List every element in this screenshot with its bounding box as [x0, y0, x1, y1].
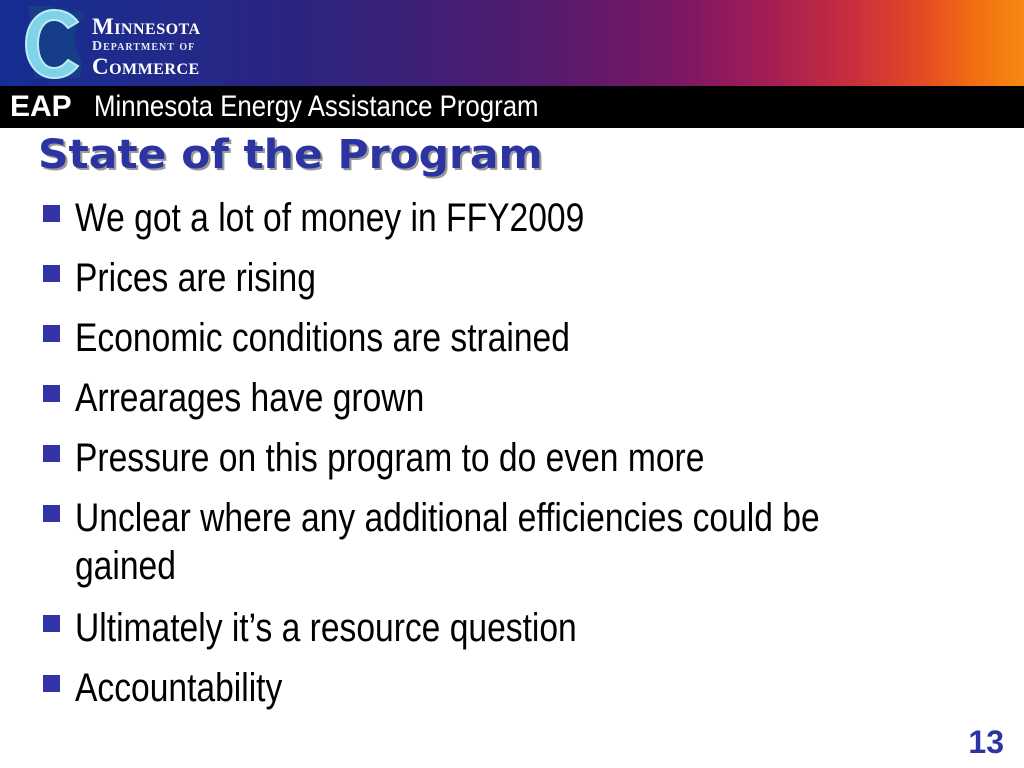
logo-text-commerce: Commerce: [92, 54, 200, 79]
bullet-item: [40, 434, 910, 482]
bullet-item: [40, 374, 910, 422]
bullet-item: [40, 314, 910, 362]
square-bullet-icon: [43, 265, 60, 282]
bullet-item: [40, 664, 910, 712]
program-abbrev: EAP: [10, 90, 72, 123]
bullet-item: [40, 254, 910, 302]
logo-text-minnesota: Minnesota: [92, 14, 201, 39]
square-bullet-icon: [43, 675, 60, 692]
page-number: 13: [968, 724, 1004, 760]
bullet-text: Prices are rising: [75, 256, 316, 300]
bullet-text: Arrearages have grown: [75, 376, 425, 420]
bullet-text: Unclear where any additional efficiencies could be gained: [75, 496, 820, 588]
square-bullet-icon: [43, 205, 60, 222]
bullet-item: [40, 604, 910, 652]
square-bullet-icon: [43, 505, 60, 522]
square-bullet-icon: [43, 615, 60, 632]
square-bullet-icon: [43, 385, 60, 402]
bullet-text: We got a lot of money in FFY2009: [75, 196, 585, 240]
program-title-bar: [0, 86, 1024, 128]
bullet-text: Pressure on this program to do even more: [75, 436, 705, 480]
bullet-text: Ultimately it’s a resource question: [75, 606, 577, 650]
square-bullet-icon: [43, 445, 60, 462]
header-banner: [0, 0, 1024, 86]
program-name: Minnesota Energy Assistance Program: [94, 90, 539, 123]
bullet-item: [40, 194, 910, 242]
square-bullet-icon: [43, 325, 60, 342]
bullet-text: Economic conditions are strained: [75, 316, 570, 360]
slide-title: State of the Program: [38, 132, 543, 178]
bullet-item: [40, 494, 910, 590]
bullet-text: Accountability: [75, 666, 283, 710]
logo-text-department-of: Department of: [92, 39, 196, 54]
